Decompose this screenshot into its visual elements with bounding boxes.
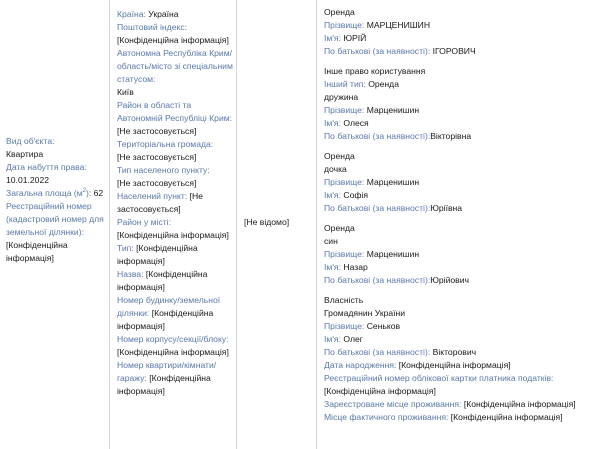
- patronymic-label: По батькові (за наявності):: [324, 347, 431, 357]
- street-name-line: [117, 268, 233, 294]
- region-value: Київ: [117, 87, 134, 97]
- patronymic-line: [324, 346, 611, 359]
- patronymic-value: Вікторівна: [430, 131, 472, 141]
- right-type: Власність: [324, 295, 364, 305]
- name-line: [324, 261, 611, 274]
- surname-value: МАРЦЕНИШИН: [366, 20, 431, 30]
- right-type: Оренда: [324, 7, 355, 17]
- block-value: [Конфіденційна інформація]: [117, 347, 229, 357]
- country-value: Україна: [148, 9, 179, 19]
- dob-value: [Конфіденційна інформація]: [398, 360, 511, 370]
- block-label: Номер корпусу/секції/блоку:: [117, 334, 229, 344]
- right-type: Оренда: [324, 151, 355, 161]
- patronymic-value: Юріївна: [430, 203, 463, 213]
- country-label: Країна:: [117, 9, 146, 19]
- actual-address-label: Місце фактичного проживання:: [324, 412, 449, 422]
- area-value: 62: [93, 188, 104, 198]
- dob-line: [324, 359, 611, 372]
- object-type-value: Квартира: [6, 149, 44, 159]
- area-label-sup: 2: [82, 188, 86, 195]
- acquisition-date-label: Дата набуття права:: [6, 162, 87, 172]
- relation-value: дочка: [324, 164, 347, 174]
- district-line: [117, 99, 233, 138]
- patronymic-line: [324, 202, 611, 215]
- city-district-label: Район у місті:: [117, 217, 171, 227]
- right-entry: [324, 6, 611, 58]
- area-label: Загальна площа (м: [6, 188, 83, 198]
- postal-value: [Конфіденційна інформація]: [117, 35, 229, 45]
- building-line: [117, 294, 233, 333]
- address-cell: [109, 0, 236, 449]
- name-value: Олеся: [343, 118, 369, 128]
- surname-line: [324, 19, 611, 32]
- postal-label: Поштовий індекс:: [117, 22, 188, 32]
- name-value: ЮРІЙ: [343, 33, 367, 43]
- surname-label: Прізвище:: [324, 177, 365, 187]
- name-line: [324, 189, 611, 202]
- relation-value: дружина: [324, 92, 359, 102]
- other-type-label: Інший тип:: [324, 79, 366, 89]
- district-label: Район в області та Автономній Республіці Крим:: [117, 100, 233, 123]
- settlement-label: Населений пункт:: [117, 191, 188, 201]
- apartment-line: [117, 359, 233, 398]
- settlement-value: [Не застосовується]: [117, 191, 203, 214]
- apartment-label: Номер квартири/кімнати/гаражу:: [117, 360, 217, 383]
- patronymic-label: По батькові (за наявності):: [324, 131, 431, 141]
- tax-number-value: [Конфіденційна інформація]: [324, 386, 436, 396]
- object-type-label: Вид об'єкта:: [6, 136, 55, 146]
- area-label-post: ):: [86, 188, 92, 198]
- cadastre-label: Реєстраційний номер (кадастровий номер для земельної ділянки):: [6, 201, 104, 237]
- street-name-value: [Конфіденційна інформація]: [117, 269, 208, 292]
- apartment-value: [Конфіденційна інформація]: [117, 373, 211, 396]
- surname-label: Прізвище:: [324, 321, 365, 331]
- surname-line: [324, 104, 611, 117]
- district-value: [Не застосовується]: [117, 126, 197, 136]
- actual-address-value: [Конфіденційна інформація]: [450, 412, 563, 422]
- name-line: [324, 32, 611, 45]
- value-text: [Не відомо]: [244, 217, 290, 227]
- patronymic-label: По батькові (за наявності):: [324, 203, 431, 213]
- name-value: Софія: [343, 190, 368, 200]
- name-label: Ім'я:: [324, 334, 341, 344]
- right-heading: Інше право користування: [324, 66, 426, 76]
- country-line: [117, 8, 233, 21]
- patronymic-label: По батькові (за наявності):: [324, 275, 431, 285]
- street-name-label: Назва:: [117, 269, 144, 279]
- actual-address-line: [324, 411, 611, 424]
- name-label: Ім'я:: [324, 118, 341, 128]
- right-entry: [324, 222, 611, 287]
- street-type-label: Тип:: [117, 243, 134, 253]
- citizenship-value: Громадянин України: [324, 308, 406, 318]
- patronymic-value: Юрійович: [430, 275, 469, 285]
- other-type-line: [324, 78, 611, 91]
- right-type: Оренда: [324, 223, 355, 233]
- name-line: [324, 117, 611, 130]
- other-type-value: Оренда: [368, 79, 399, 89]
- building-value: [Конфіденційна інформація]: [117, 308, 214, 331]
- city-district-value: [Конфіденційна інформація]: [117, 230, 229, 240]
- surname-line: [324, 320, 611, 333]
- community-value: [Не застосовується]: [117, 152, 197, 162]
- relation-value: син: [324, 236, 338, 246]
- dob-label: Дата народження:: [324, 360, 397, 370]
- registered-address-value: [Конфіденційна інформація]: [463, 399, 576, 409]
- settlement-type-label: Тип населеного пункту:: [117, 165, 210, 175]
- patronymic-line: [324, 130, 611, 143]
- surname-value: Сеньков: [366, 321, 401, 331]
- name-value: Назар: [343, 262, 368, 272]
- settlement-type-value: [Не застосовується]: [117, 178, 197, 188]
- name-label: Ім'я:: [324, 262, 341, 272]
- street-type-value: [Конфіденційна інформація]: [117, 243, 198, 266]
- cadastre-value: [Конфіденційна інформація]: [6, 240, 68, 263]
- patronymic-label: По батькові (за наявності):: [324, 46, 431, 56]
- surname-label: Прізвище:: [324, 249, 365, 259]
- patronymic-line: [324, 274, 611, 287]
- patronymic-line: [324, 45, 611, 58]
- object-info-cell: [0, 0, 109, 449]
- value-cell: [236, 0, 316, 449]
- surname-label: Прізвище:: [324, 20, 365, 30]
- community-label: Територіальна громада:: [117, 139, 214, 149]
- surname-label: Прізвище:: [324, 105, 365, 115]
- right-entry: [324, 150, 611, 215]
- name-value: Олег: [343, 334, 363, 344]
- block-line: [117, 333, 233, 359]
- surname-value: Марценишин: [366, 177, 420, 187]
- registered-address-line: [324, 398, 611, 411]
- surname-value: Марценишин: [366, 105, 420, 115]
- rights-cell: [316, 0, 611, 449]
- patronymic-value: ІГОРОВИЧ: [432, 46, 476, 56]
- surname-value: Марценишин: [366, 249, 420, 259]
- building-label: Номер будинку/земельної ділянки:: [117, 295, 221, 318]
- settlement-line: [117, 190, 233, 216]
- right-entry: [324, 294, 611, 424]
- surname-line: [324, 176, 611, 189]
- name-label: Ім'я:: [324, 33, 341, 43]
- name-line: [324, 333, 611, 346]
- registered-address-label: Зареєстроване місце проживання:: [324, 399, 462, 409]
- patronymic-value: Вікторович: [432, 347, 477, 357]
- tax-number-label: Реєстраційний номер облікової картки платника податків:: [324, 373, 554, 383]
- area-line: [6, 187, 109, 200]
- acquisition-date-value: 10.01.2022: [6, 175, 50, 185]
- right-entry: [324, 65, 611, 143]
- surname-line: [324, 248, 611, 261]
- region-label: Автономна Республіка Крим/область/місто зі спеціальним статусом:: [117, 48, 233, 84]
- name-label: Ім'я:: [324, 190, 341, 200]
- street-type-line: [117, 242, 233, 268]
